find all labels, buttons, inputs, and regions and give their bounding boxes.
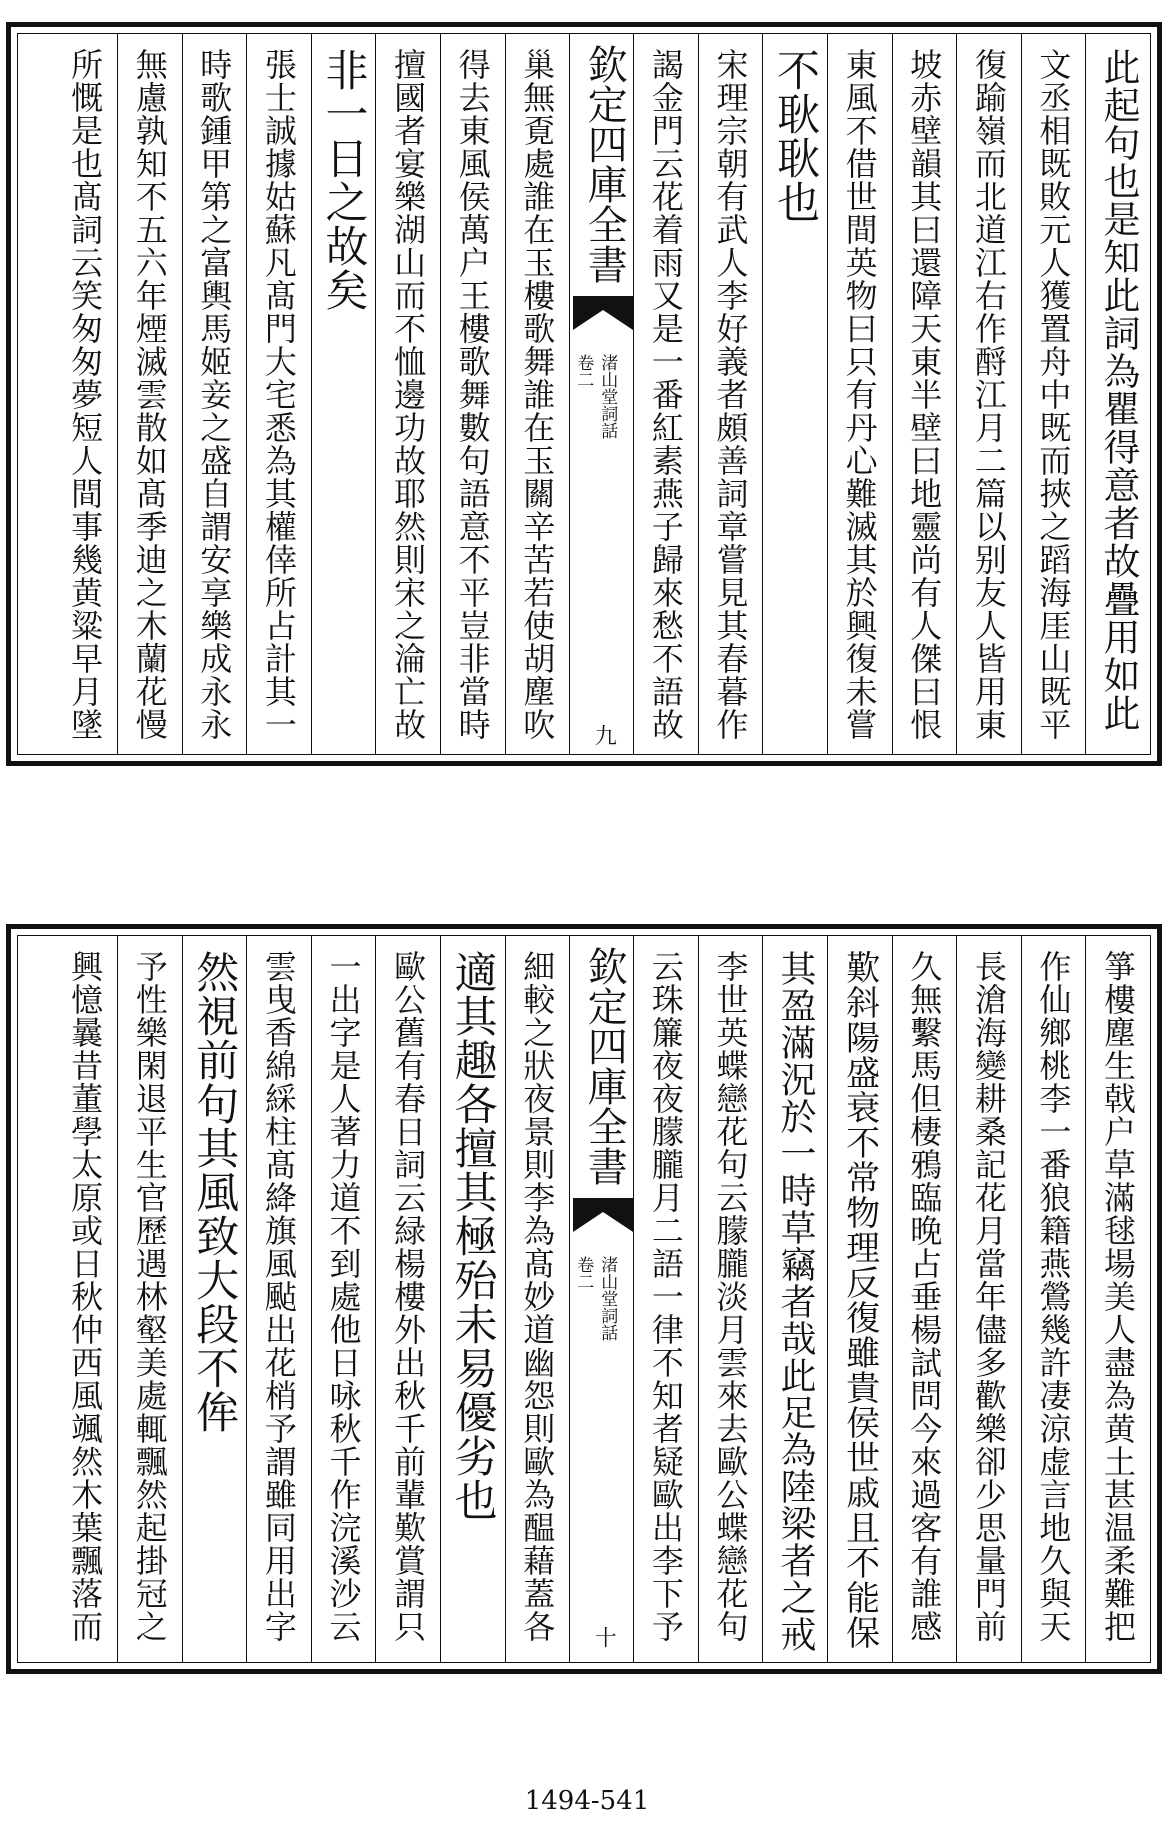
- text-column: 非一日之故矣: [311, 34, 376, 754]
- center-fold-column: [569, 34, 633, 754]
- upper-page-frame: [17, 33, 1151, 755]
- text-column: 作仙鄉桃李一番狼籍燕鶯幾許凄涼虚言地久與天: [1021, 936, 1086, 1662]
- volume-label: 卷二: [573, 354, 594, 388]
- text-column: 予性樂閑退平生官歷遇林壑美處輒飄然起掛冠之: [117, 936, 182, 1662]
- text-column: 坡赤壁韻其曰還障天東半壁曰地靈尚有人傑曰恨: [892, 34, 957, 754]
- lower-page: [6, 924, 1162, 1674]
- text-column: 一出字是人著力道不到處他日咏秋千作浣溪沙云: [311, 936, 376, 1662]
- fishtail-mark-icon: [573, 296, 633, 330]
- text-column: 無慮孰知不五六年煙滅雲散如髙季迪之木蘭花慢: [117, 34, 182, 754]
- text-column: 歐公舊有春日詞云緑楊樓外出秋千前輩歎賞謂只: [375, 936, 440, 1662]
- volume-label: 卷二: [573, 1256, 594, 1290]
- page-number: 十: [591, 1626, 617, 1648]
- book-title: 欽定四庫全書: [581, 44, 628, 284]
- upper-page: [6, 22, 1162, 766]
- upper-page-columns: [18, 34, 1150, 754]
- text-column: 歎斜陽盛衰不常物理反復雖貴侯世戚且不能保: [827, 936, 892, 1662]
- text-column: 復踰嶺而北道江右作酹江月二篇以别友人皆用東: [956, 34, 1021, 754]
- text-column: 巢無覔處誰在玉樓歌舞誰在玉關辛苦若使胡塵吹: [505, 34, 570, 754]
- text-column: 擅國者宴樂湖山而不恤邊功故耶然則宋之淪亡故: [375, 34, 440, 754]
- fishtail-mark-icon: [573, 1198, 633, 1232]
- text-column: 此起句也是知此詞為瞿得意者故疊用如此: [1085, 34, 1150, 754]
- text-column: 興憶曩昔董學太原或日秋仲西風颯然木葉飄落而: [66, 950, 105, 1643]
- text-column: 久無繫馬但棲鴉臨晚占垂楊試問今來過客有誰感: [892, 936, 957, 1662]
- center-fold-column: [569, 936, 633, 1662]
- text-column: 適其趣各擅其極殆未易優劣也: [440, 936, 505, 1662]
- text-column: 謁金門云花着雨又是一番紅素燕子歸來愁不語故: [633, 34, 698, 754]
- text-column: 得去東風侯萬户王樓歌舞數句語意不平豈非當時: [440, 34, 505, 754]
- text-column: 然視前句其風致大段不侔: [182, 936, 247, 1662]
- book-title: 欽定四庫全書: [581, 946, 628, 1186]
- text-column: 不耿耿也: [762, 34, 827, 754]
- text-column: 其盈滿況於一時草竊者哉此足為陸梁者之戒: [762, 936, 827, 1662]
- text-column: 云珠簾夜夜朦朧月二語一律不知者疑歐出李下予: [633, 936, 698, 1662]
- text-column: 細較之狀夜景則李為髙妙道幽怨則歐為醖藉蓋各: [505, 936, 570, 1662]
- text-column: 張士誠據姑蘇凡髙門大宅悉為其權倖所占計其一: [246, 34, 311, 754]
- text-column: 雲曳香綿綵柱髙絳旗風颭出花梢予謂雖同用出字: [246, 936, 311, 1662]
- text-column: 時歌鍾甲第之富輿馬姬妾之盛自謂安享樂成永永: [182, 34, 247, 754]
- text-column: 所慨是也髙詞云笑匆匆夢短人間事幾黄粱早月墜: [66, 48, 105, 741]
- page-number: 九: [591, 724, 617, 746]
- text-column: 東風不借世間英物曰只有丹心難滅其於興復未嘗: [827, 34, 892, 754]
- text-column: 宋理宗朝有武人李好義者頗善詞章嘗見其春暮作: [698, 34, 763, 754]
- work-title: 渚山堂詞話: [597, 354, 618, 439]
- text-column: 文丞相既敗元人獲置舟中既而挾之蹈海厓山既平: [1021, 34, 1086, 754]
- text-column: 李世英蝶戀花句云朦朧淡月雲來去歐公蝶戀花句: [698, 936, 763, 1662]
- lower-page-frame: [17, 935, 1151, 1663]
- lower-page-columns: [18, 936, 1150, 1662]
- text-column: 長滄海變耕桑記花月當年儘多歡樂卻少思量門前: [956, 936, 1021, 1662]
- text-column: 箏樓塵生戟户草滿毬場美人盡為黄土甚温柔難把: [1085, 936, 1150, 1662]
- work-title: 渚山堂詞話: [597, 1256, 618, 1341]
- footer-page-code: 1494-541: [524, 1786, 650, 1816]
